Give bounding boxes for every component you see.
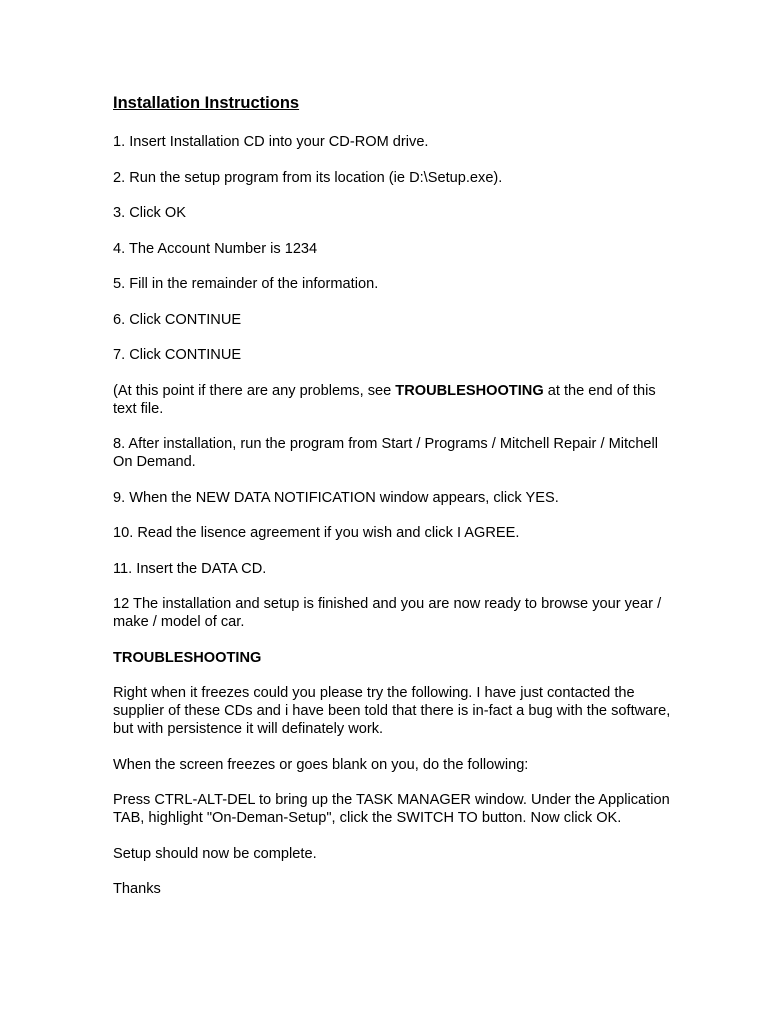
step-8: 8. After installation, run the program from Start / Programs / Mitchell Repair / Mitchell On Demand. <box>113 436 659 470</box>
step-12: 12 The installation and setup is finished and you are now ready to browse your year / make / model of car. <box>113 596 662 630</box>
troubleshooting-paragraph-3: Press CTRL-ALT-DEL to bring up the TASK MANAGER window. Under the Application TAB, highlight "On-Deman-Setup", click the SWITCH TO button. Now click OK. <box>113 792 670 826</box>
step-3: 3. Click OK <box>113 205 186 221</box>
step-1: 1. Insert Installation CD into your CD-ROM drive. <box>113 134 429 150</box>
document-page <box>113 93 673 916</box>
step-2: 2. Run the setup program from its location (ie D:\Setup.exe). <box>113 169 503 186</box>
step-5: 5. Fill in the remainder of the information. <box>113 276 379 292</box>
note-suffix: at the end of this text file. <box>113 382 656 417</box>
step-7: 7. Click CONTINUE <box>113 347 242 363</box>
step-9: 9. When the NEW DATA NOTIFICATION window appears, click YES. <box>113 489 559 506</box>
note-bold-reference: TROUBLESHOOTING <box>395 382 544 399</box>
step-10: 10. Read the lisence agreement if you wish and click I AGREE. <box>113 525 520 541</box>
step-11: 11. Insert the DATA CD. <box>113 560 267 577</box>
troubleshooting-paragraph-2: When the screen freezes or goes blank on you, do the following: <box>113 756 529 773</box>
troubleshooting-paragraph-4: Setup should now be complete. <box>113 845 317 862</box>
closing-thanks: Thanks <box>113 881 161 897</box>
document-title: Installation Instructions <box>113 94 300 112</box>
troubleshooting-heading: TROUBLESHOOTING <box>113 649 262 666</box>
step-6: 6. Click CONTINUE <box>113 311 242 328</box>
step-4: 4. The Account Number is 1234 <box>113 240 318 257</box>
troubleshooting-paragraph-1: Right when it freezes could you please try the following. I have just contacted the supplier of these CDs and i have been told that there is in-fact a bug with the software, but with persistence it will definately work. <box>113 685 671 737</box>
note-prefix: (At this point if there are any problems, see <box>113 382 396 399</box>
troubleshooting-note <box>113 382 673 418</box>
